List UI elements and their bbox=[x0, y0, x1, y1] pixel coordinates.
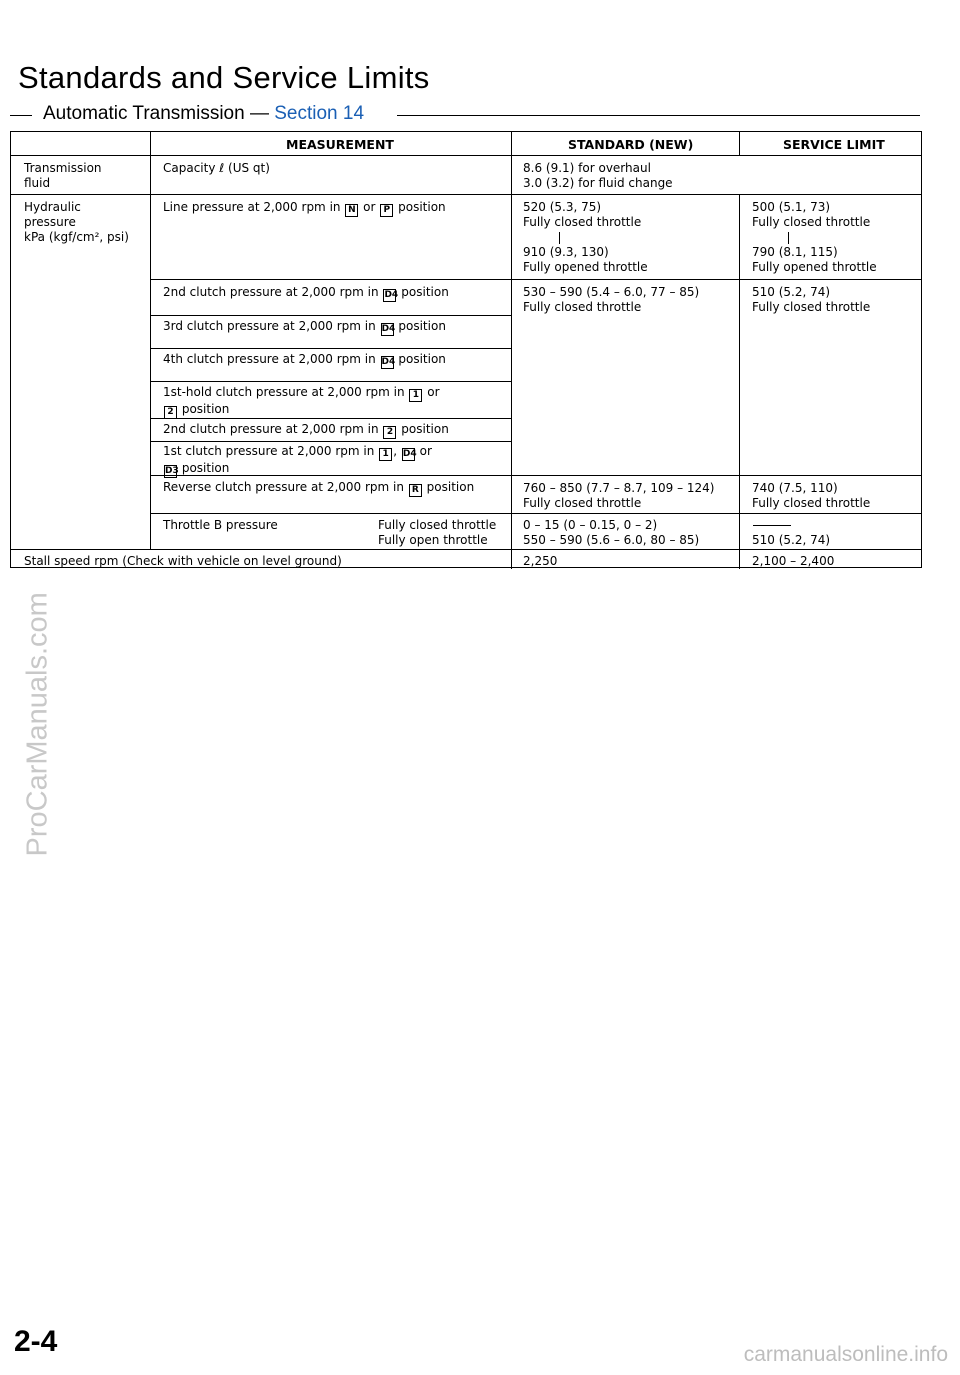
d4-position-key: D4 bbox=[381, 357, 396, 367]
c2-text: 2nd clutch pressure at 2,000 rpm in bbox=[163, 285, 379, 299]
position-text: position bbox=[181, 402, 230, 416]
d4-position-key: D4 bbox=[402, 449, 417, 459]
category-hydraulic-line2: pressure bbox=[24, 215, 76, 229]
or-text: or bbox=[363, 200, 376, 214]
category-fluid bbox=[24, 161, 102, 191]
reverse-standard-value: 760 – 850 (7.7 – 8.7, 109 – 124) bbox=[523, 481, 715, 495]
c1-measurement bbox=[163, 444, 432, 478]
row-divider-header bbox=[11, 155, 921, 156]
d4-position-key: D4 bbox=[384, 290, 399, 300]
row-divider-reverse bbox=[150, 513, 921, 514]
line-pressure-text: Line pressure at 2,000 rpm in bbox=[163, 200, 341, 214]
c3-measurement bbox=[163, 319, 446, 336]
header-service-limit: SERVICE LIMIT bbox=[783, 137, 885, 152]
reverse-measurement bbox=[163, 480, 474, 497]
section-heading bbox=[10, 103, 920, 129]
comma-text: , bbox=[393, 444, 398, 458]
fluid-standard-overhaul: 8.6 (9.1) for overhaul bbox=[523, 161, 651, 175]
category-hydraulic-line3: kPa (kgf/cm², psi) bbox=[24, 230, 129, 244]
clutch-limit-value: 510 (5.2, 74) bbox=[752, 285, 831, 299]
c4-measurement bbox=[163, 352, 446, 369]
line-standard-closed-label: Fully closed throttle bbox=[523, 215, 642, 229]
col-divider-3 bbox=[739, 132, 740, 155]
page-number: 2-4 bbox=[14, 1325, 58, 1358]
fluid-standard-change: 3.0 (3.2) for fluid change bbox=[523, 176, 673, 190]
category-hydraulic bbox=[24, 200, 129, 245]
c1-text: 1st clutch pressure at 2,000 rpm in bbox=[163, 444, 375, 458]
row-divider-c4 bbox=[150, 381, 511, 382]
reverse-limit bbox=[752, 481, 870, 511]
second-position-key: 2 bbox=[383, 426, 396, 439]
line-pressure-limit bbox=[752, 200, 877, 275]
line-pressure-measurement bbox=[163, 200, 446, 217]
throttle-b-conditions bbox=[378, 518, 496, 548]
reverse-standard bbox=[523, 481, 714, 511]
c1hold-text: 1st-hold clutch pressure at 2,000 rpm in bbox=[163, 385, 405, 399]
position-text: position bbox=[398, 200, 446, 214]
clutch-standard-label: Fully closed throttle bbox=[523, 300, 642, 314]
c1hold-measurement bbox=[163, 385, 440, 419]
c4-text: 4th clutch pressure at 2,000 rpm in bbox=[163, 352, 376, 366]
stall-measurement: Stall speed rpm (Check with vehicle on level ground) bbox=[24, 554, 342, 568]
c2b-measurement bbox=[163, 422, 449, 439]
or-text: or bbox=[419, 444, 432, 458]
throttle-b-standard-open: 550 – 590 (5.6 – 6.0, 80 – 85) bbox=[523, 533, 700, 547]
position-text: position bbox=[398, 319, 446, 333]
spec-table bbox=[10, 131, 922, 568]
row-divider-c2b bbox=[150, 441, 511, 442]
section-subtitle bbox=[43, 103, 364, 125]
line-limit-range-mark bbox=[788, 232, 789, 244]
clutch-limit bbox=[752, 285, 870, 315]
position-text: position bbox=[181, 461, 230, 475]
throttle-b-standard-closed: 0 – 15 (0 – 0.15, 0 – 2) bbox=[523, 518, 658, 532]
position-text: position bbox=[426, 480, 475, 494]
col-divider-2 bbox=[511, 132, 512, 569]
header-standard: STANDARD (NEW) bbox=[568, 137, 694, 152]
line-standard-range-mark bbox=[559, 232, 560, 244]
subtitle-text: Automatic Transmission bbox=[43, 103, 245, 124]
category-fluid-line1: Transmission bbox=[24, 161, 102, 175]
row-divider-c3 bbox=[150, 348, 511, 349]
first-position-key: 1 bbox=[379, 448, 392, 461]
throttle-b-limit-none bbox=[753, 525, 791, 526]
reverse-text: Reverse clutch pressure at 2,000 rpm in bbox=[163, 480, 404, 494]
line-limit-closed-value: 500 (5.1, 73) bbox=[752, 200, 831, 214]
d4-position-key: D4 bbox=[381, 324, 396, 334]
reverse-standard-label: Fully closed throttle bbox=[523, 496, 642, 510]
throttle-b-closed: Fully closed throttle bbox=[378, 518, 497, 532]
category-fluid-line2: fluid bbox=[24, 176, 51, 190]
line-limit-open-label: Fully opened throttle bbox=[752, 260, 877, 274]
reverse-limit-label: Fully closed throttle bbox=[752, 496, 871, 510]
row-divider-stall bbox=[11, 549, 921, 550]
line-pressure-standard bbox=[523, 200, 648, 275]
position-text: position bbox=[401, 285, 449, 299]
subtitle-dash: — bbox=[249, 103, 275, 124]
reverse-limit-value: 740 (7.5, 110) bbox=[752, 481, 838, 495]
row-divider-line bbox=[150, 279, 921, 280]
throttle-b-open: Fully open throttle bbox=[378, 533, 488, 547]
row-divider-c2 bbox=[150, 315, 511, 316]
category-hydraulic-line1: Hydraulic bbox=[24, 200, 81, 214]
position-text: position bbox=[401, 422, 449, 436]
page-title: Standards and Service Limits bbox=[18, 60, 430, 95]
stall-standard: 2,250 bbox=[523, 554, 558, 568]
c2b-text: 2nd clutch pressure at 2,000 rpm in bbox=[163, 422, 379, 436]
heading-rule-left bbox=[10, 115, 32, 116]
throttle-b-limit: 510 (5.2, 74) bbox=[752, 533, 831, 547]
footer-site: carmanualsonline.info bbox=[743, 1343, 948, 1366]
row-divider-fluid bbox=[11, 194, 921, 195]
throttle-b-label: Throttle B pressure bbox=[163, 518, 278, 532]
line-limit-open-value: 790 (8.1, 115) bbox=[752, 245, 838, 259]
c2-measurement bbox=[163, 285, 449, 302]
line-standard-open-label: Fully opened throttle bbox=[523, 260, 648, 274]
line-standard-closed-value: 520 (5.3, 75) bbox=[523, 200, 602, 214]
stall-limit: 2,100 – 2,400 bbox=[752, 554, 835, 568]
second-position-key: 2 bbox=[164, 406, 177, 419]
fluid-measurement: Capacity ℓ (US qt) bbox=[163, 161, 270, 175]
d3-position-key: D3 bbox=[165, 466, 179, 476]
c3-text: 3rd clutch pressure at 2,000 rpm in bbox=[163, 319, 376, 333]
heading-rule-right bbox=[397, 115, 920, 116]
clutch-limit-label: Fully closed throttle bbox=[752, 300, 871, 314]
clutch-standard bbox=[523, 285, 699, 315]
header-measurement: MEASUREMENT bbox=[286, 137, 394, 152]
p-position-key: P bbox=[380, 204, 393, 217]
throttle-b-standard bbox=[523, 518, 699, 548]
n-position-key: N bbox=[345, 204, 358, 217]
clutch-standard-value: 530 – 590 (5.4 – 6.0, 77 – 85) bbox=[523, 285, 700, 299]
first-position-key: 1 bbox=[409, 389, 422, 402]
position-text: position bbox=[398, 352, 446, 366]
watermark: ProCarManuals.com bbox=[21, 592, 54, 857]
fluid-standard bbox=[523, 161, 673, 191]
line-standard-open-value: 910 (9.3, 130) bbox=[523, 245, 609, 259]
line-limit-closed-label: Fully closed throttle bbox=[752, 215, 871, 229]
section-link[interactable]: Section 14 bbox=[274, 103, 365, 124]
r-position-key: R bbox=[409, 484, 422, 497]
or-text: or bbox=[427, 385, 440, 399]
